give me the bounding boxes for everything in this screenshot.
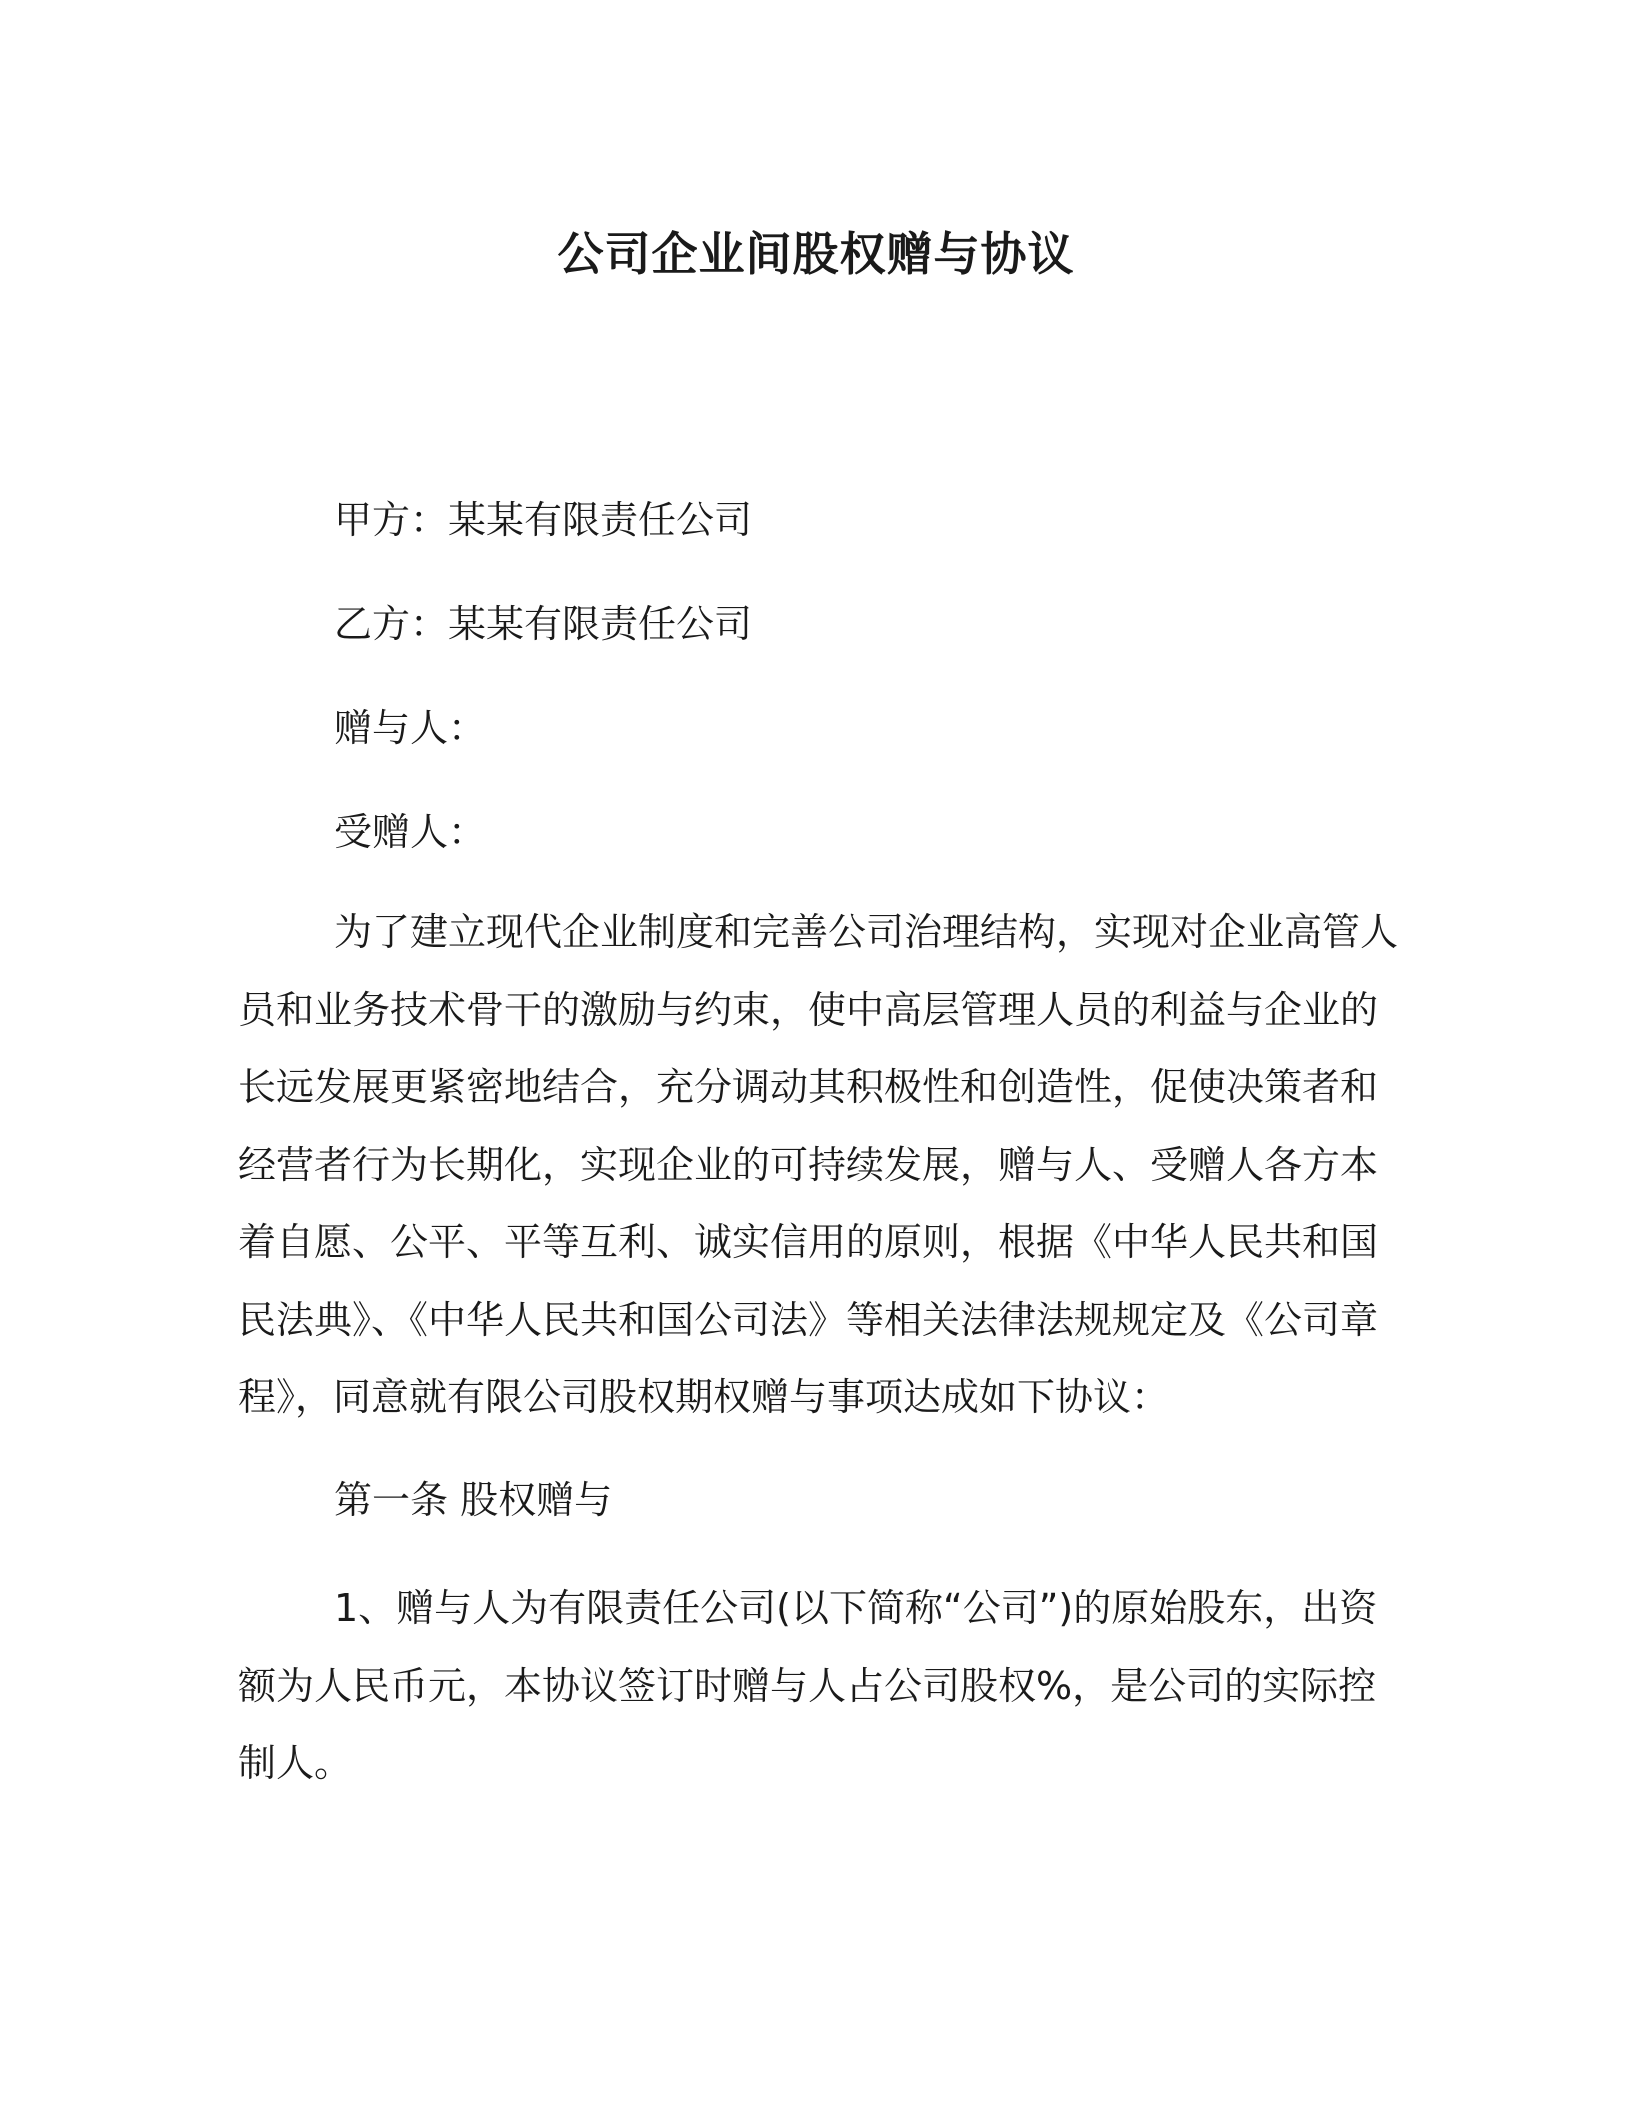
party-b-line: 乙方：某某有限责任公司 bbox=[334, 602, 753, 646]
article-1-heading: 第一条 股权赠与 bbox=[334, 1478, 613, 1522]
donor-line: 赠与人： bbox=[334, 706, 487, 750]
article-1-clause-1: 1、赠与人为有限责任公司(以下简称“公司”)的原始股东，出资额为人民币元，本协议签订时赠与人占公司股权%，是公司的实际控制人。 bbox=[238, 1586, 1378, 1785]
party-a-line: 甲方：某某有限责任公司 bbox=[334, 498, 753, 542]
intro-paragraph: 为了建立现代企业制度和完善公司治理结构，实现对企业高管人员和业务技术骨干的激励与约束，使中高层管理人员的利益与企业的长远发展更紧密地结合，充分调动其积极性和创造性，促使决策者和经营者行为长期化，实现企业的可持续发展，赠与人、受赠人各方本着自愿、公平、平等互利、诚实信用的原则，根据《中华人民共和国民法典》、《中华人民共和国公司法》等相关法律法规规定及《公司章程》，同意就有限公司股权期权赠与事项达成如下协议： bbox=[238, 910, 1399, 1419]
document-title: 公司企业间股权赠与协议 bbox=[557, 227, 1075, 281]
donee-line: 受赠人： bbox=[334, 810, 487, 854]
